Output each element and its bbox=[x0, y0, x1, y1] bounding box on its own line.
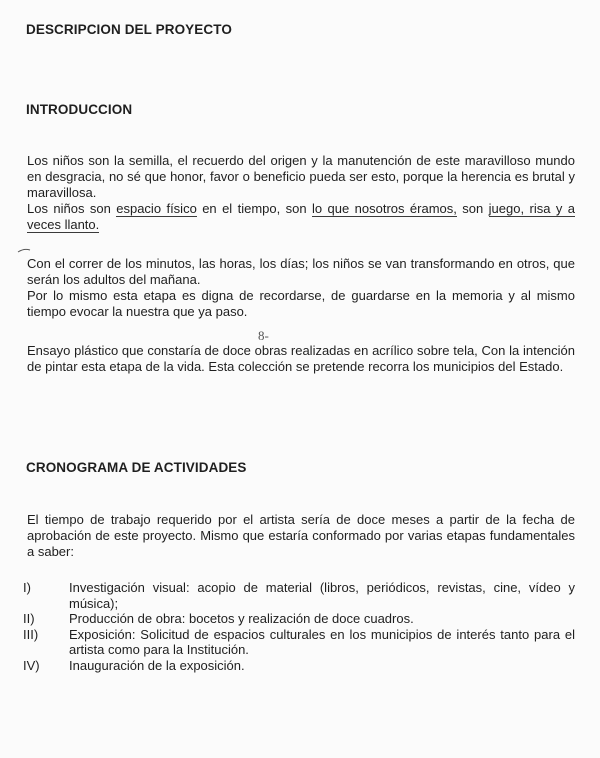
underlined-phrase-3: juego, risa y a veces llanto. bbox=[27, 201, 575, 232]
list-item-text: Inauguración de la exposición. bbox=[69, 657, 245, 673]
list-item-text: Producción de obra: bocetos y realización de doce cuadros. bbox=[69, 611, 414, 626]
intro-paragraph-3 bbox=[27, 343, 575, 375]
intro-text-3: Con el correr de los minutos, las horas, los días; los niños se van transformando en otros, que serán los adultos del mañana. bbox=[27, 256, 575, 287]
list-item bbox=[23, 611, 575, 627]
list-item-text: Investigación visual: acopio de material (libros, periódicos, revistas, cine, vídeo y música); bbox=[69, 580, 575, 611]
intro-text-2 bbox=[27, 201, 575, 233]
intro-text-4: Por lo mismo esta etapa es digna de recordarse, de guardarse en la memoria y al mismo tiempo evocar la nuestra que ya paso. bbox=[27, 288, 575, 319]
list-item-number: I) bbox=[23, 580, 31, 595]
list-item-number: IV) bbox=[23, 657, 40, 673]
intro-text-2a: Los niños son bbox=[27, 201, 117, 216]
list-item bbox=[23, 658, 575, 674]
underlined-phrase-1: espacio físico bbox=[116, 201, 197, 216]
intro-text-5: Ensayo plástico que constaría de doce obras realizadas en acrílico sobre tela, Con la intención de pintar esta etapa de la vida. Esta colección se pretende recorra los municipios del Estado. bbox=[27, 343, 575, 374]
pen-stroke-mark bbox=[18, 249, 30, 252]
introduction-heading: INTRODUCCION bbox=[26, 102, 133, 117]
intro-paragraph-1 bbox=[27, 153, 575, 233]
handwritten-page-note: 8- bbox=[258, 328, 269, 343]
intro-text-1: Los niños son la semilla, el recuerdo del origen y la manutención de este maravilloso mundo en desgracia, no sé que honor, favor o beneficio pueda ser esto, porque la herencia es brutal y maravillosa. bbox=[27, 153, 575, 200]
intro-text-2b: en el tiempo, son bbox=[196, 201, 313, 216]
description-heading: DESCRIPCION DEL PROYECTO bbox=[26, 22, 232, 37]
list-item bbox=[23, 580, 575, 611]
schedule-paragraph bbox=[27, 512, 575, 560]
underlined-phrase-2: lo que nosotros éramos, bbox=[312, 201, 457, 216]
intro-text-2c: son bbox=[456, 201, 489, 216]
list-item-number: III) bbox=[23, 626, 39, 642]
list-item-number: II) bbox=[23, 611, 35, 626]
activity-list bbox=[23, 580, 575, 673]
schedule-text: El tiempo de trabajo requerido por el artista sería de doce meses a partir de la fecha de aprobación de este proyecto. Mismo que estaría conformado por varias etapas fundamentales a saber: bbox=[27, 512, 575, 559]
schedule-heading: CRONOGRAMA DE ACTIVIDADES bbox=[26, 460, 247, 475]
intro-paragraph-2 bbox=[27, 256, 575, 320]
list-item-text: Exposición: Solicitud de espacios culturales en los municipios de interés tanto para el artista como para la Institución. bbox=[69, 626, 575, 657]
list-item bbox=[23, 627, 575, 658]
